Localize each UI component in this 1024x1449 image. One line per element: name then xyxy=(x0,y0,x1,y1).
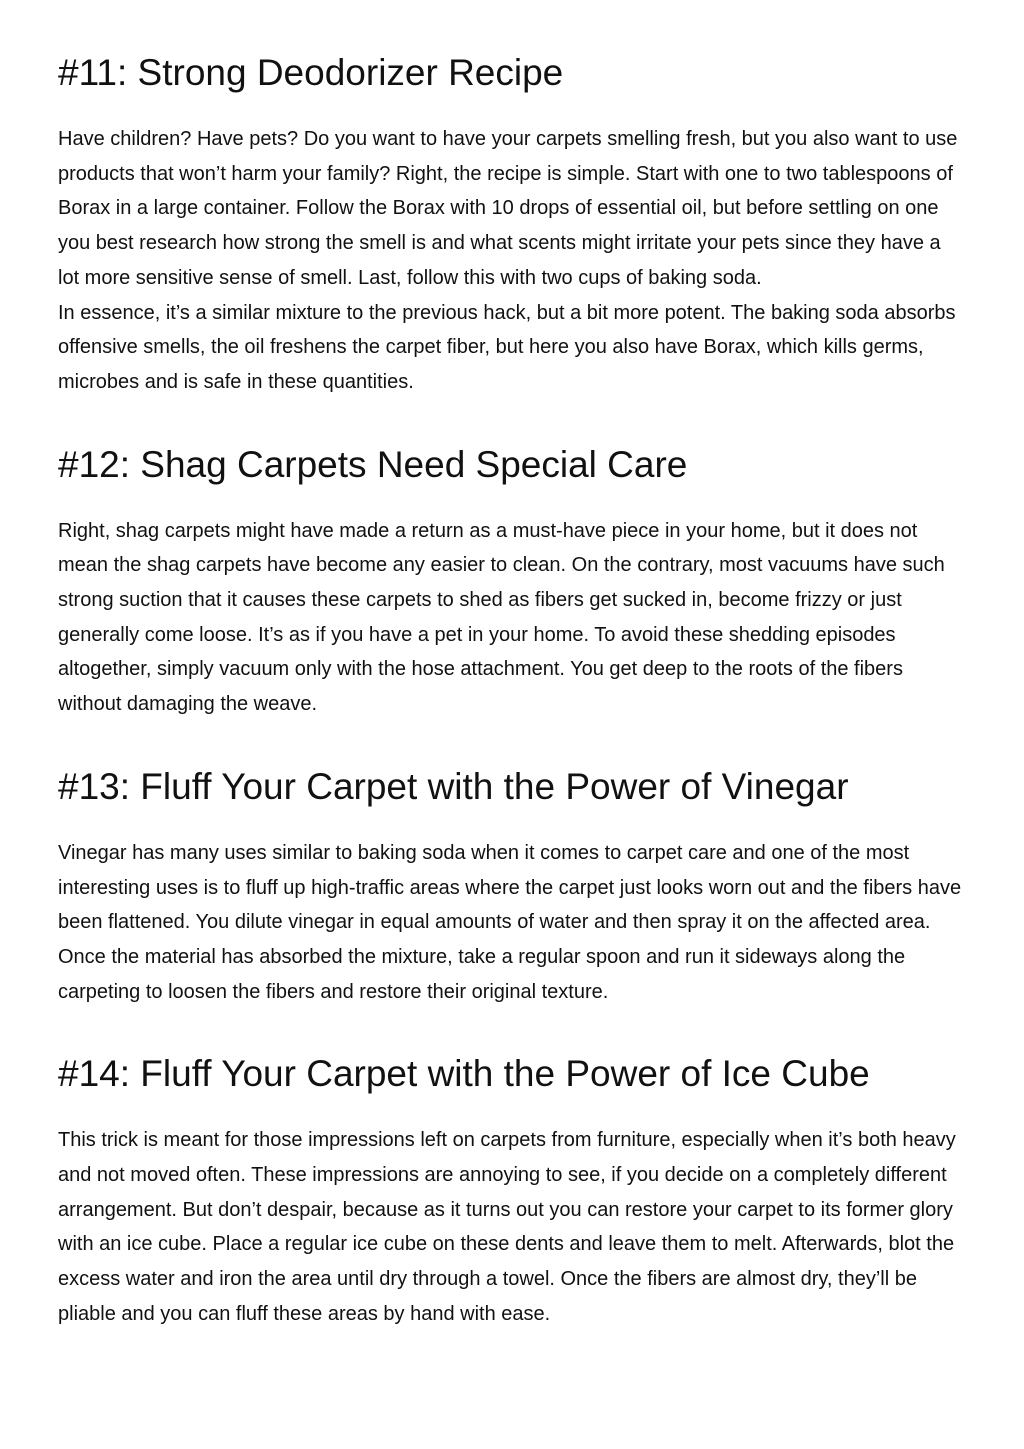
section-strong-deodorizer-recipe xyxy=(58,50,966,400)
section-heading: #13: Fluff Your Carpet with the Power of Vinegar xyxy=(58,765,849,807)
section-paragraph: Vinegar has many uses similar to baking soda when it comes to carpet care and one of the most interesting uses is to fluff up high-traffic areas where the carpet just looks worn out and the fibers have been flattened. You dilute vinegar in equal amounts of water and then spray it on the affected area. Once the material has absorbed the mixture, take a regular spoon and run it sideways along the carpeting to loosen the fibers and restore their original texture. xyxy=(58,841,962,1003)
section-paragraph: Right, shag carpets might have made a return as a must-have piece in your home, but it does not mean the shag carpets have become any easier to clean. On the contrary, most vacuums have such strong suction that it causes these carpets to shed as fibers get sucked in, become frizzy or just generally come loose. It’s as if you have a pet in your home. To avoid these shedding episodes altogether, simply vacuum only with the hose attachment. You get deep to the roots of the fibers without damaging the weave. xyxy=(58,519,945,716)
section-fluff-carpet-ice-cube xyxy=(58,1051,966,1331)
section-paragraph: In essence, it’s a similar mixture to the previous hack, but a bit more potent. The baking soda absorbs offensive smells, the oil freshens the carpet fiber, but here you also have Borax, which kills germs, microbes and is safe in these quantities. xyxy=(58,301,956,393)
section-heading: #14: Fluff Your Carpet with the Power of Ice Cube xyxy=(58,1053,870,1095)
section-heading: #12: Shag Carpets Need Special Care xyxy=(58,443,688,485)
section-shag-carpets-special-care xyxy=(58,442,966,722)
section-paragraph: This trick is meant for those impressions left on carpets from furniture, especially when it’s both heavy and not moved often. These impressions are annoying to see, if you decide on a completely different arrangement. But don’t despair, because as it turns out you can restore your carpet to its former glory with an ice cube. Place a regular ice cube on these dents and leave them to melt. Afterwards, blot the excess water and iron the area until dry through a towel. Once the fibers are almost dry, they’ll be pliable and you can fluff these areas by hand with ease. xyxy=(58,1129,956,1325)
section-paragraph: Have children? Have pets? Do you want to have your carpets smelling fresh, but you also want to use products that won’t harm your family? Right, the recipe is simple. Start with one to two tablespoons of Borax in a large container. Follow the Borax with 10 drops of essential oil, but before settling on one you best research how strong the smell is and what scents might irritate your pets since they have a lot more sensitive sense of smell. Last, follow this with two cups of baking soda. xyxy=(58,128,958,289)
section-fluff-carpet-vinegar xyxy=(58,764,966,1010)
section-heading: #11: Strong Deodorizer Recipe xyxy=(58,52,564,93)
